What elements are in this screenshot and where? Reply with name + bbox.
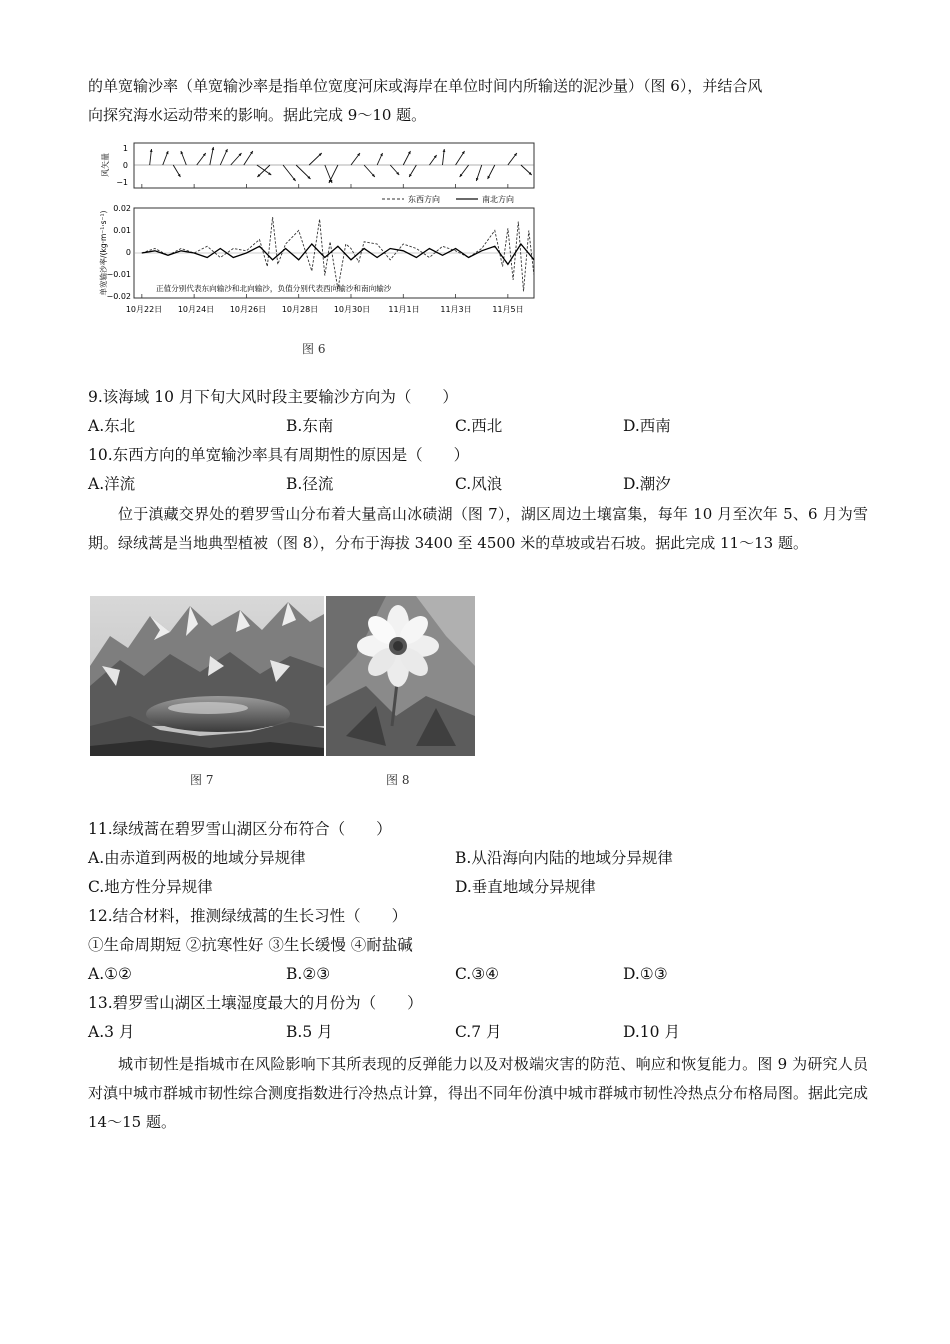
q13-option-c[interactable]: C.7 月 (455, 1023, 502, 1041)
figure-7-caption: 图 7 (190, 773, 214, 787)
figure-8-caption: 图 8 (386, 773, 410, 787)
figure-6-caption: 图 6 (302, 342, 326, 356)
wind-tick-neg1: −1 (116, 178, 128, 187)
wind-vector-head-26 (476, 178, 479, 181)
sediment-note: 正值分别代表东向输沙和北向输沙，负值分别代表西向输沙和南向输沙 (156, 284, 392, 293)
date-label: 10月24日 (177, 305, 215, 314)
q12-option-c[interactable]: C.③④ (455, 965, 500, 983)
legend-ns-label: 南北方向 (482, 195, 514, 204)
date-label: 11月3日 (440, 305, 472, 314)
date-label: 10月30日 (333, 305, 371, 314)
q10-option-d[interactable]: D.潮汐 (623, 475, 671, 493)
sediment-tick-0.02: 0.02 (113, 204, 131, 213)
sediment-tick-neg0.01: −0.01 (106, 270, 131, 279)
q13-option-a[interactable]: A.3 月 (88, 1023, 135, 1041)
sediment-tick-0.01: 0.01 (113, 226, 131, 235)
figure-6-chart (100, 140, 540, 320)
q9-option-c[interactable]: C.西北 (455, 417, 503, 435)
q12-option-a[interactable]: A.①② (88, 965, 132, 983)
date-label: 11月5日 (492, 305, 524, 314)
legend-ew-label: 东西方向 (408, 195, 440, 204)
wind-tick-1: 1 (122, 144, 128, 153)
q10-option-a[interactable]: A.洋流 (88, 475, 136, 493)
q11-option-d[interactable]: D.垂直地域分异规律 (455, 878, 596, 896)
q11-option-b[interactable]: B.从沿海向内陆的地域分异规律 (455, 849, 673, 867)
figure-8-flower-photo (326, 596, 475, 756)
wind-vector-14 (325, 165, 332, 183)
q13-option-d[interactable]: D.10 月 (623, 1023, 680, 1041)
wind-vector-11 (283, 165, 296, 181)
sediment-series (134, 184, 534, 298)
q9-option-d[interactable]: D.西南 (623, 417, 671, 435)
intro-line-2: 向探究海水运动带来的影响。据此完成 9～10 题。 (88, 106, 427, 124)
question-12-stem: 12.结合材料，推测绿绒蒿的生长习性（ ） (88, 907, 408, 925)
date-label: 10月26日 (229, 305, 267, 314)
question-13-stem: 13.碧罗雪山湖区土壤湿度最大的月份为（ ） (88, 994, 423, 1012)
q13-option-b[interactable]: B.5 月 (286, 1023, 333, 1041)
wind-vector-15 (329, 165, 338, 183)
sediment-tick-0: 0 (125, 248, 131, 257)
date-label: 10月28日 (281, 305, 319, 314)
question-10-stem: 10.东西方向的单宽输沙率具有周期性的原因是（ ） (88, 446, 470, 464)
q10-option-c[interactable]: C.风浪 (455, 475, 503, 493)
question-12-items: ①生命周期短 ②抗寒性好 ③生长缓慢 ④耐盐碱 (88, 936, 413, 954)
wind-tick-0: 0 (122, 161, 128, 170)
sediment-axis-label: 单宽输沙率/(kg·m⁻¹·s⁻¹) (99, 210, 108, 296)
intro-line-1: 的单宽输沙率（单宽输沙率是指单位宽度河床或海岸在单位时间内所输送的泥沙量）（图 6），并结合风 (88, 77, 763, 95)
sediment-tick-neg0.02: −0.02 (106, 292, 131, 301)
q11-option-a[interactable]: A.由赤道到两极的地域分异规律 (88, 849, 306, 867)
wind-vector-12 (296, 165, 310, 179)
question-9-stem: 9.该海域 10 月下旬大风时段主要输沙方向为（ ） (88, 388, 458, 406)
question-11-stem: 11.绿绒蒿在碧罗雪山湖区分布符合（ ） (88, 820, 392, 838)
date-label: 11月1日 (388, 305, 420, 314)
q10-option-b[interactable]: B.径流 (286, 475, 334, 493)
series-north-south-line (142, 244, 534, 264)
date-label: 10月22日 (125, 305, 163, 314)
figure-7-lake-photo (90, 596, 324, 756)
wind-axis-label: 风矢量 (101, 153, 110, 177)
q11-option-c[interactable]: C.地方性分异规律 (88, 878, 213, 896)
wind-panel-frame (134, 143, 534, 188)
passage-2: 位于滇藏交界处的碧罗雪山分布着大量高山冰碛湖（图 7），湖区周边土壤富集，每年 10 月至次年 5、6 月为雪期。绿绒蒿是当地典型植被（图 8），分布于海拔 3400 至 4500 米的草坡或岩石坡。据此完成 11～13 题。 (88, 505, 868, 552)
q12-option-d[interactable]: D.①③ (623, 965, 668, 983)
passage-3: 城市韧性是指城市在风险影响下其所表现的反弹能力以及对极端灾害的防范、响应和恢复能力。图 9 为研究人员对滇中城市群城市韧性综合测度指数进行冷热点计算，得出不同年份滇中城市群城市韧性冷热点分布格局图。据此完成 14～15 题。 (88, 1055, 869, 1131)
q12-option-b[interactable]: B.②③ (286, 965, 331, 983)
wind-vector-head-5 (211, 147, 214, 150)
q9-option-a[interactable]: A.东北 (88, 417, 136, 435)
q9-option-b[interactable]: B.东南 (286, 417, 334, 435)
